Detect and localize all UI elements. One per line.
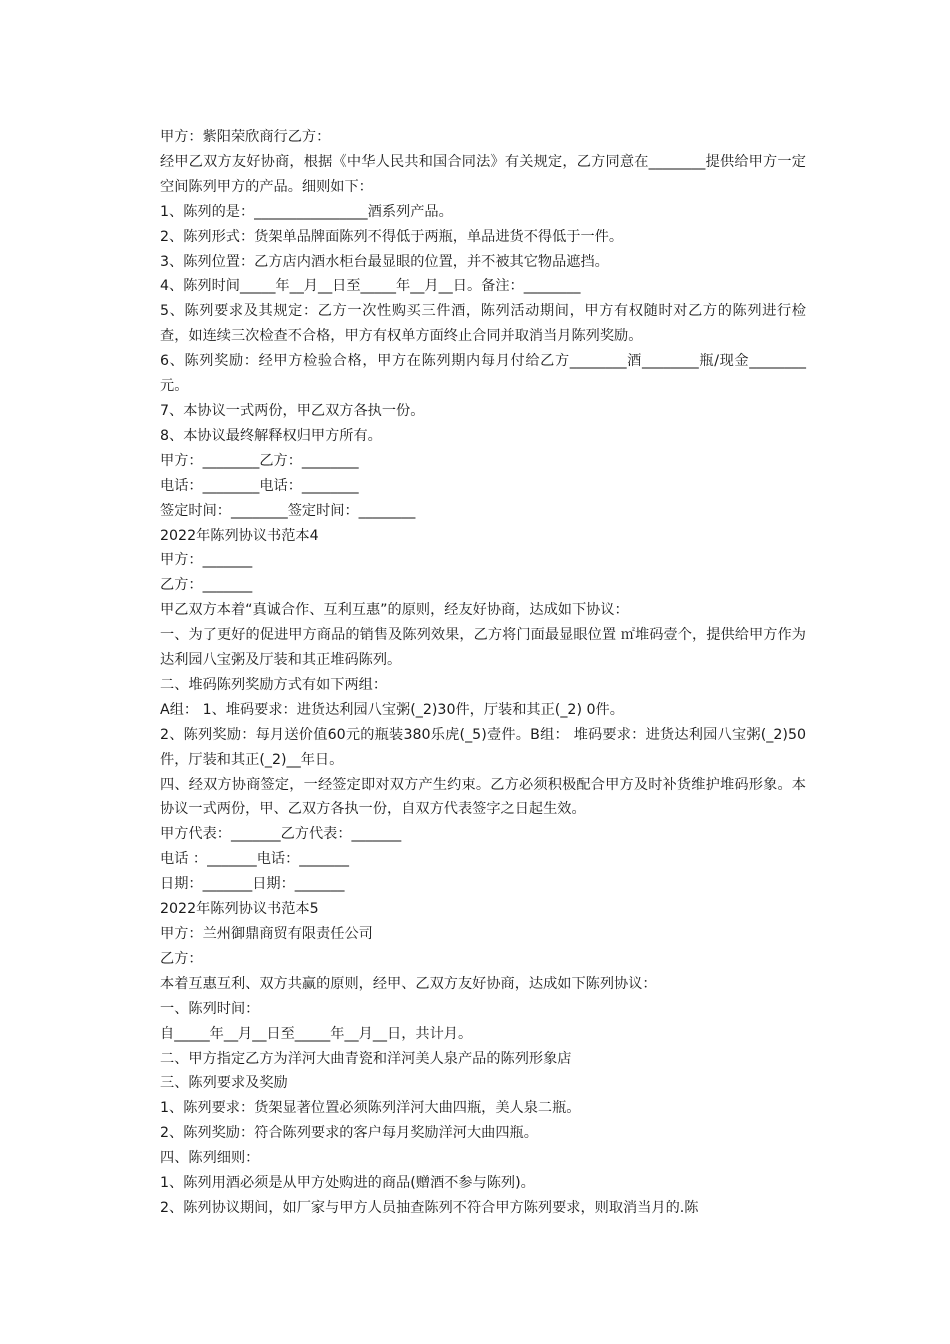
paragraph-line: 2、陈列协议期间，如厂家与甲方人员抽查陈列不符合甲方陈列要求，则取消当月的.陈	[160, 1199, 699, 1216]
paragraph-line: 甲方：________乙方：________	[160, 452, 359, 469]
paragraph-line: 甲乙双方本着“真诚合作、互利互惠”的原则，经友好协商，达成如下协议：	[160, 602, 629, 619]
paragraph-line: 2、陈列形式：货架单品牌面陈列不得低于两瓶，单品进货不得低于一件。	[160, 228, 624, 245]
paragraph-line: 电话：________电话：________	[160, 477, 359, 494]
paragraph-line: 4、陈列时间_____年__月__日至_____年__月__日。备注：________	[160, 278, 581, 295]
paragraph-line: 签定时间：________签定时间：________	[160, 502, 416, 519]
paragraph-line: 3、陈列位置：乙方店内酒水柜台最显眼的位置，并不被其它物品遮挡。	[160, 253, 609, 270]
paragraph-line: 经甲乙双方友好协商，根据《中华人民共和国合同法》有关规定，乙方同意在________提供给甲方一定空间陈列甲方的产品。细则如下：	[160, 153, 806, 195]
paragraph-line: 本着互惠互利、双方共赢的原则，经甲、乙双方友好协商，达成如下陈列协议：	[160, 975, 657, 992]
paragraph-line: 8、本协议最终解释权归甲方所有。	[160, 427, 382, 444]
paragraph-line: 二、堆码陈列奖励方式有如下两组：	[160, 676, 388, 693]
paragraph-line: 6、陈列奖励：经甲方检验合格，甲方在陈列期内每月付给乙方________酒________瓶/现金________元。	[160, 353, 806, 395]
paragraph-line: 5、陈列要求及其规定：乙方一次性购买三件酒，陈列活动期间，甲方有权随时对乙方的陈列进行检查，如连续三次检查不合格，甲方有权单方面终止合同并取消当月陈列奖励。	[160, 303, 806, 345]
paragraph-line: A组： 1、堆码要求：进货达利园八宝粥(_2)30件，厅装和其正(_2) 0件。	[160, 701, 624, 718]
paragraph-line: 2022年陈列协议书范本5	[160, 901, 319, 918]
paragraph-line: 二、甲方指定乙方为洋河大曲青瓷和洋河美人泉产品的陈列形象店	[160, 1050, 572, 1067]
paragraph-line: 甲方：_______	[160, 552, 253, 569]
paragraph-line: 7、本协议一式两份，甲乙双方各执一份。	[160, 402, 425, 419]
paragraph-line: 2、陈列奖励：每月送价值60元的瓶装380乐虎(_5)壹件。B组： 堆码要求：进货达利园八宝粥(_2)50件，厅装和其正(_2)__年日。	[160, 726, 806, 768]
paragraph-line: 1、陈列的是：________________酒系列产品。	[160, 203, 453, 220]
paragraph-line: 自_____年__月__日至_____年__月__日，共计月。	[160, 1025, 473, 1042]
paragraph-line: 甲方：兰州御鼎商贸有限责任公司	[160, 926, 373, 942]
paragraph-line: 甲方：紫阳荣欣商行乙方：	[160, 129, 331, 145]
paragraph-line: 一、为了更好的促进甲方商品的销售及陈列效果，乙方将门面最显眼位置 ㎡堆码壹个，提供给甲方作为达利园八宝粥及厅装和其正堆码陈列。	[160, 627, 806, 669]
paragraph-line: 一、陈列时间：	[160, 1000, 260, 1017]
paragraph-line: 电话 ：_______电话：_______	[160, 851, 349, 868]
paragraph-line: 甲方代表：_______乙方代表：_______	[160, 826, 402, 843]
paragraph-line: 乙方：_______	[160, 577, 253, 594]
paragraph-line: 1、陈列要求：货架显著位置必须陈列洋河大曲四瓶，美人泉二瓶。	[160, 1100, 581, 1117]
paragraph-line: 四、陈列细则：	[160, 1150, 260, 1167]
paragraph-line: 1、陈列用酒必须是从甲方处购进的商品(赠酒不参与陈列)。	[160, 1175, 535, 1192]
paragraph-line: 日期：_______日期：_______	[160, 876, 345, 893]
paragraph-line: 2、陈列奖励：符合陈列要求的客户每月奖励洋河大曲四瓶。	[160, 1125, 538, 1142]
document-body	[144, 125, 806, 1221]
paragraph-line: 2022年陈列协议书范本4	[160, 527, 319, 544]
paragraph-line: 三、陈列要求及奖励	[160, 1075, 288, 1092]
paragraph-line: 四、经双方协商签定，一经签定即对双方产生约束。乙方必须积极配合甲方及时补货维护堆码形象。本协议一式两份，甲、乙双方各执一份，自双方代表签字之日起生效。	[160, 776, 806, 818]
paragraph-line: 乙方：	[160, 950, 203, 967]
